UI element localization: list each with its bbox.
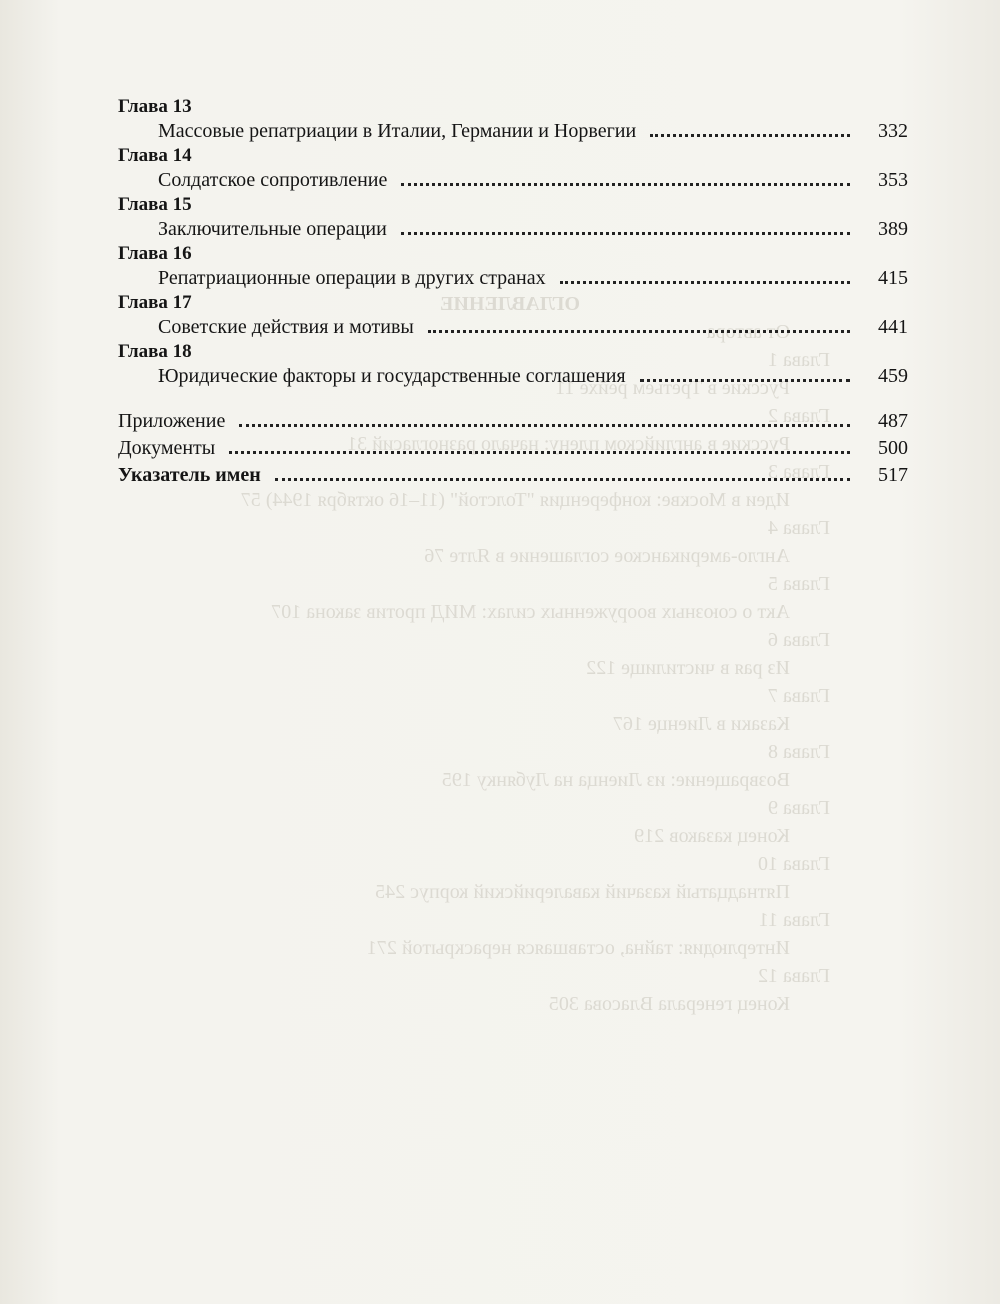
bleed-through-line: Глава 4	[768, 517, 830, 539]
chapter-title: Репатриационные операции в других странах	[158, 267, 546, 289]
dot-leader	[560, 281, 850, 284]
bleed-through-line: Глава 6	[768, 629, 830, 651]
bleed-through-line: Глава 1	[768, 349, 830, 371]
chapter-label: Глава 16	[118, 243, 192, 264]
toc-entry-appendix	[118, 408, 908, 435]
bleed-through-line: Глава 5	[768, 573, 830, 595]
dot-leader	[650, 134, 850, 137]
chapter-title: Заключительные операции	[158, 218, 387, 240]
bleed-through-line: Глава 12	[758, 965, 830, 987]
bleed-through-line: От автора	[706, 321, 790, 343]
chapter-label: Глава 18	[118, 341, 192, 362]
page-number: 415	[878, 267, 908, 289]
bleed-through-heading: ОГЛАВЛЕНИЕ	[440, 293, 580, 315]
page-number: 500	[878, 437, 908, 459]
page-number: 332	[878, 120, 908, 142]
toc-entry-name-index	[118, 462, 908, 489]
page-number: 441	[878, 316, 908, 338]
page-number: 517	[878, 464, 908, 486]
page-number: 389	[878, 218, 908, 240]
toc-entry-chapter-16	[118, 243, 908, 292]
bleed-through-line: Акт о союзных вооруженных силах: МИД против закона 107	[271, 601, 790, 623]
toc-entry-chapter-14	[118, 145, 908, 194]
chapter-label: Глава 13	[118, 96, 192, 117]
bleed-through-line: Конец казаков 219	[634, 825, 790, 847]
dot-leader	[275, 478, 850, 481]
page-number: 353	[878, 169, 908, 191]
chapter-label: Глава 14	[118, 145, 192, 166]
toc-entry-chapter-13	[118, 96, 908, 145]
toc-entry-chapter-17	[118, 292, 908, 341]
toc-entry-documents	[118, 435, 908, 462]
bleed-through-line: Глава 8	[768, 741, 830, 763]
bleed-through-line: Русские в английском плену: начало разногласий 31	[347, 433, 790, 455]
chapter-title: Солдатское сопротивление	[158, 169, 388, 191]
dot-leader	[229, 451, 850, 454]
bleed-through-line: Пятнадцатый казачий кавалерийский корпус 245	[375, 881, 790, 903]
chapter-label: Глава 17	[118, 292, 192, 313]
bleed-through-line: Глава 9	[768, 797, 830, 819]
chapter-title: Советские действия и мотивы	[158, 316, 414, 338]
bleed-through-line: Глава 2	[768, 405, 830, 427]
page-number: 487	[878, 410, 908, 432]
page-number: 459	[878, 365, 908, 387]
bleed-through-line: Русские в Третьем рейхе 11	[555, 377, 790, 399]
chapter-title: Массовые репатриации в Италии, Германии и Норвегии	[158, 120, 637, 142]
bleed-through-line: Идеи в Москве: конференция "Толстой" (11–16 октября 1944) 57	[240, 489, 790, 511]
dot-leader	[239, 424, 850, 427]
bleed-through-line: Возвращение: из Лиенца на Лубянку 195	[441, 769, 790, 791]
bleed-through-line: Глава 11	[758, 909, 830, 931]
bleed-through-line: Интерлюдия: тайна, оставшаяся нераскрытой 271	[366, 937, 790, 959]
dot-leader	[401, 183, 850, 186]
bleed-through-line: Конец генерала Власова 305	[548, 993, 790, 1015]
bleed-through-line: Из рая в чистилище 122	[586, 657, 790, 679]
chapter-label: Глава 15	[118, 194, 192, 215]
toc-entry-chapter-18	[118, 341, 908, 390]
dot-leader	[401, 232, 850, 235]
bleed-through-line: Глава 10	[758, 853, 830, 875]
name-index-title: Указатель имен	[118, 464, 261, 486]
bleed-through-line: Англо-американское соглашение в Ялте 76	[424, 545, 790, 567]
bleed-through-line: Глава 7	[768, 685, 830, 707]
documents-title: Документы	[118, 437, 216, 459]
chapter-title: Юридические факторы и государственные соглашения	[158, 365, 626, 387]
appendix-title: Приложение	[118, 410, 226, 432]
dot-leader	[640, 379, 850, 382]
table-of-contents	[118, 96, 908, 489]
dot-leader	[428, 330, 850, 333]
toc-entry-chapter-15	[118, 194, 908, 243]
bleed-through-line: Глава 3	[768, 461, 830, 483]
bleed-through-line: Казаки в Лиенце 167	[612, 713, 790, 735]
